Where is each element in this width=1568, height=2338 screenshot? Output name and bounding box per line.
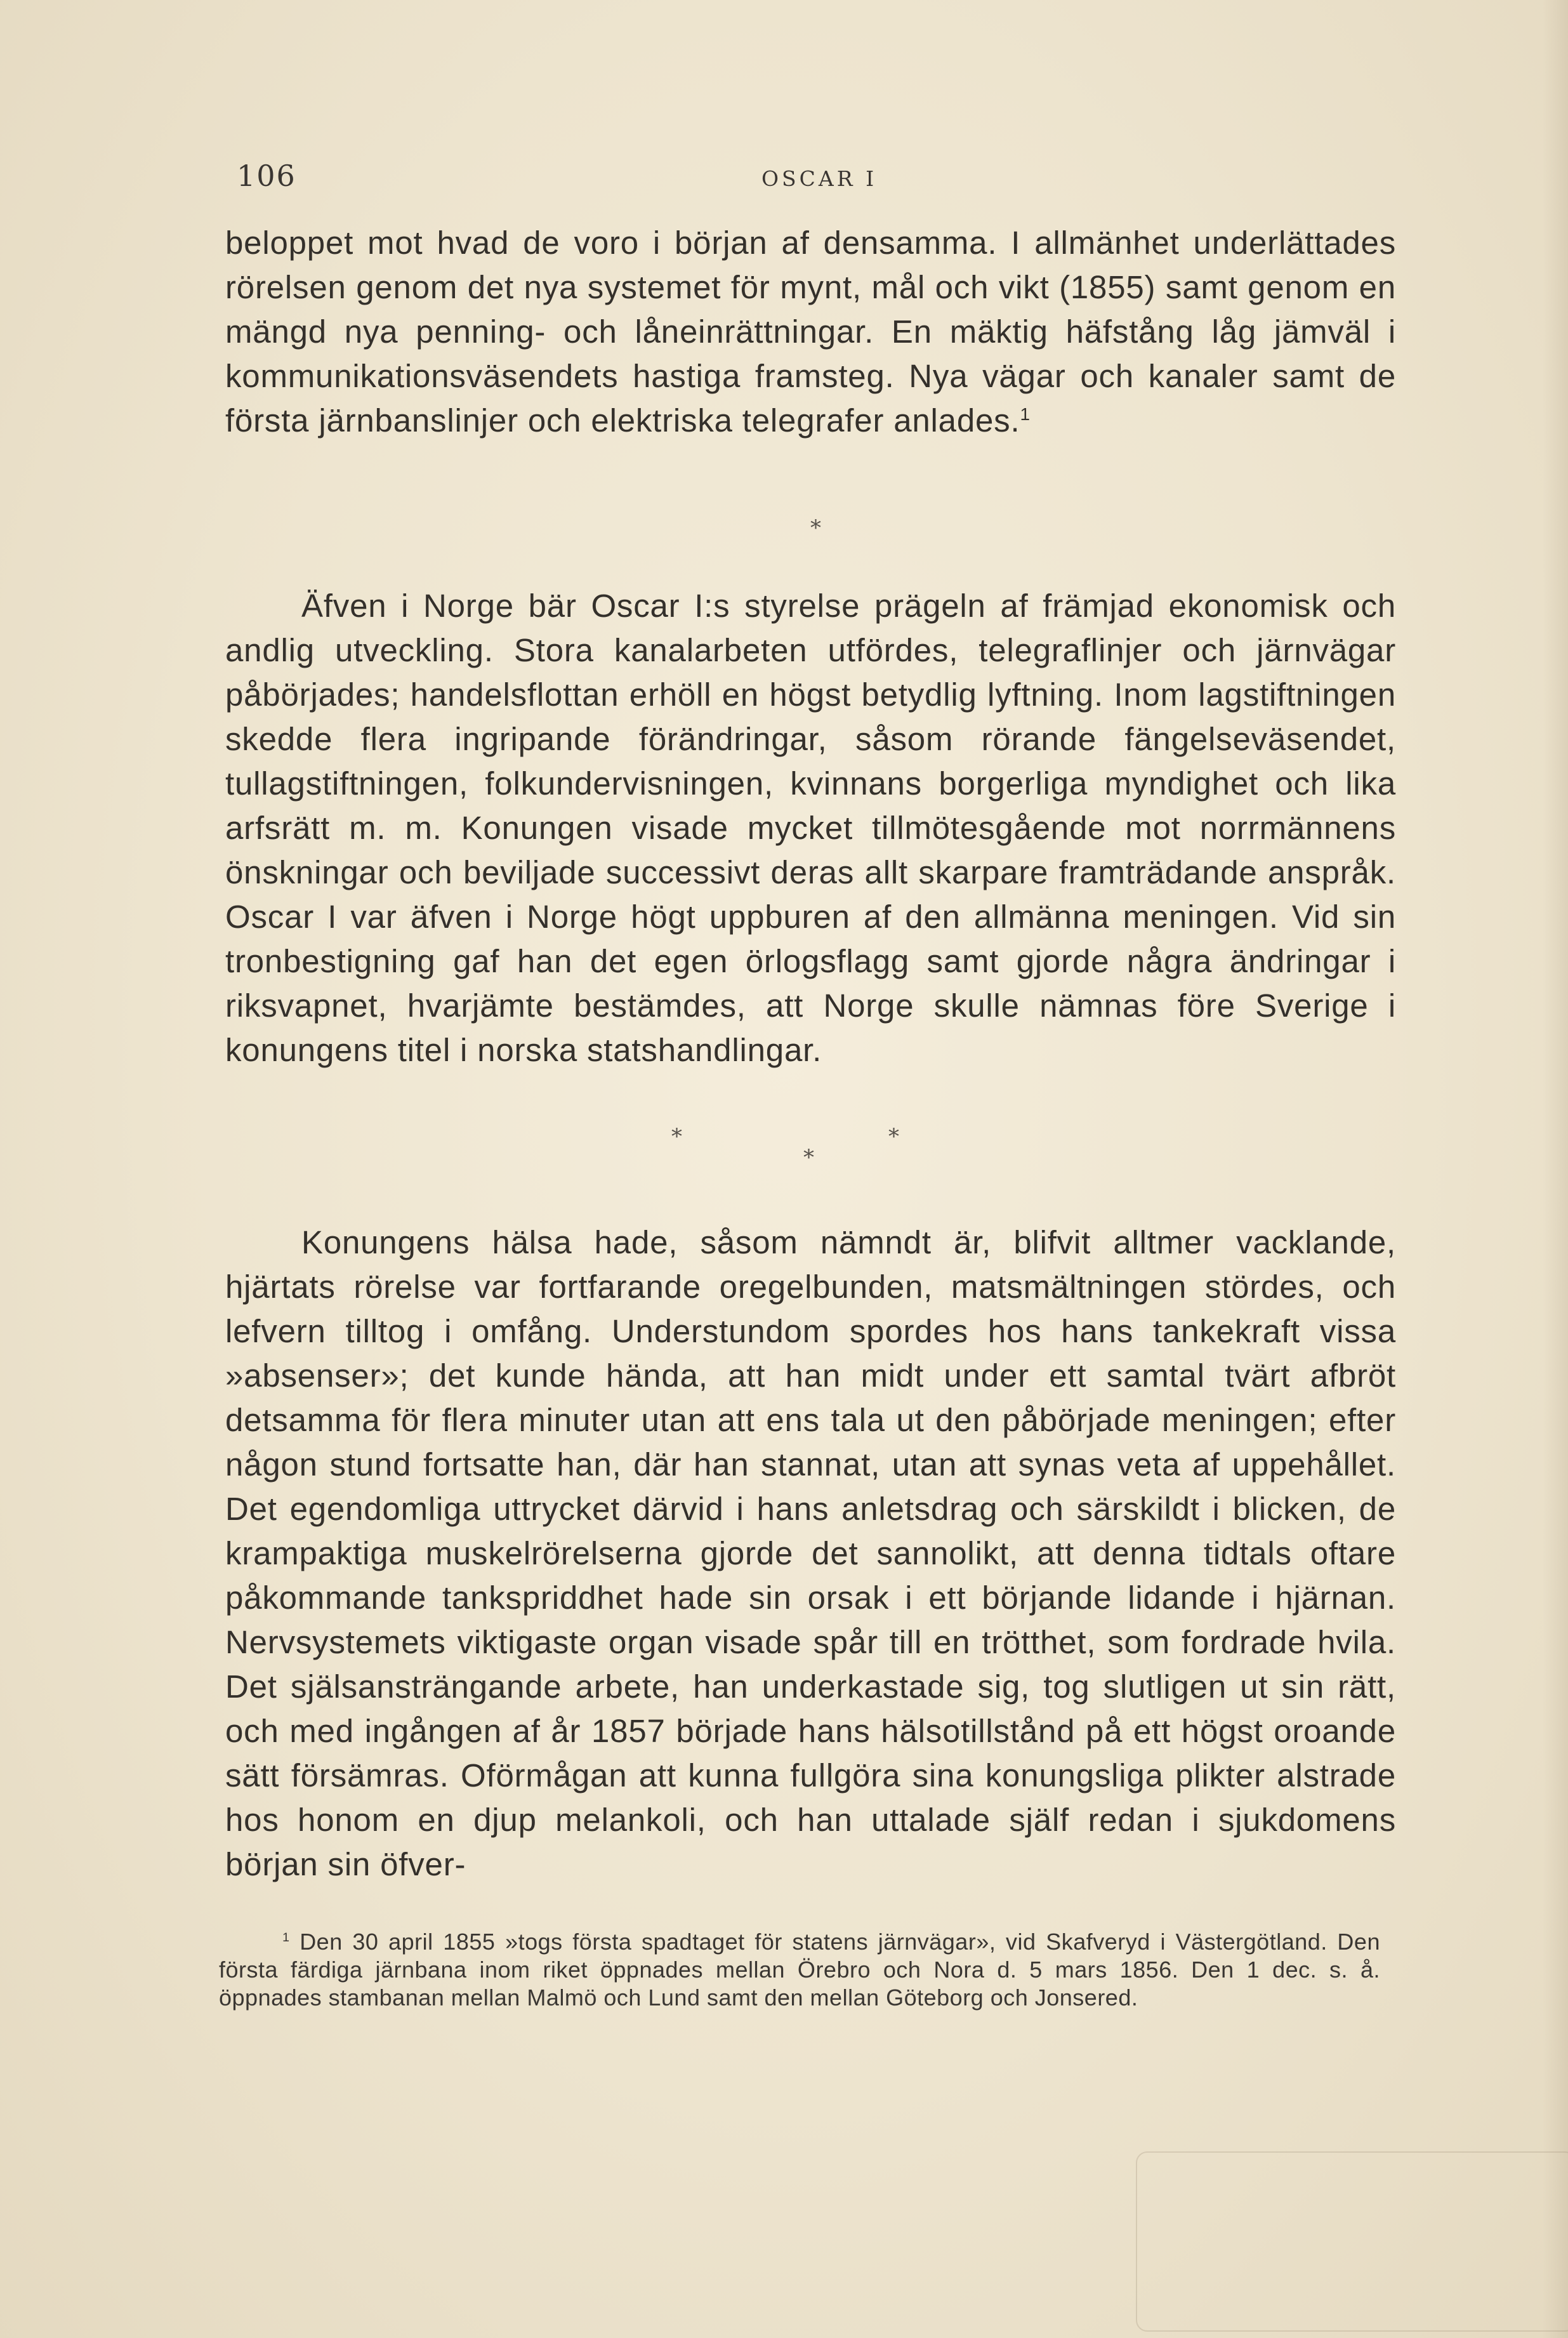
section-break-asterisk: * [810, 515, 821, 541]
page-number: 106 [237, 159, 296, 193]
paragraph-3: Konungens hälsa hade, såsom nämndt är, blifvit alltmer vacklande, hjärtats rörelse var fortfarande oregelbunden, matsmältningen stördes, och lefvern tilltog i omfång. Understundom spordes hos hans tankekraft vissa »absenser»; det kunde hända, att han midt under ett samtal tvärt afbröt detsamma för flera minuter utan att ens tala ut den påbörjade meningen; efter någon stund fortsatte han, där han stannat, utan att synas veta af uppehållet. Det egendomliga uttrycket därvid i hans anletsdrag och särskildt i blicken, de krampaktiga muskelrörelserna gjorde det sannolikt, att denna tidtals oftare påkommande tankspriddhet hade sin orsak i ett börjande lidande i hjärnan. Nervsystemets viktigaste organ visade spår till en trötthet, som fordrade hvila. Det själsansträngande arbete, han underkastade sig, tog slutligen ut sin rätt, och med ingången af år 1857 började hans hälsotillstånd på ett högst oroande sätt försämras. Oförmågan att kunna fullgöra sina konungsliga plikter alstrade hos honom en djup melankoli, och han uttalade själf redan i sjukdomens början sin öfver- [225, 1224, 1396, 1882]
footnote-marker: 1 [282, 1931, 290, 1945]
footnote [219, 1928, 1380, 2012]
footnote-reference: 1 [1020, 404, 1031, 424]
asterism-star-bottom: * [803, 1145, 814, 1170]
asterism-star-left: * [671, 1124, 682, 1149]
page-header [225, 159, 1396, 197]
paragraph-1-text: beloppet mot hvad de voro i början af densamma. I allmänhet underlättades rörelsen genom det nya systemet för mynt, mål och vikt (1855) samt genom en mängd nya penning- och låneinrättningar. En mäktig häfstång låg jämväl i kommunikationsväsendets hastiga framsteg. Nya vägar och kanaler samt de första järnbanslinjer och elektriska telegrafer anlades. [225, 225, 1396, 439]
asterism-star-right: * [888, 1124, 899, 1149]
running-head: OSCAR I [761, 166, 878, 191]
paragraph-2: Äfven i Norge bär Oscar I:s styrelse prägeln af främjad ekonomisk och andlig utveckling. Stora kanalarbeten utfördes, telegraflinjer och järnvägar påbörjades; handelsflottan erhöll en högst betydlig lyftning. Inom lagstiftningen skedde flera ingripande förändringar, såsom rörande fängelseväsendet, tullagstiftningen, folkundervisningen, kvinnans borgerliga myndighet och lika arfsrätt m. m. Konungen visade mycket tillmötesgående mot norrmännens önskningar och beviljade successivt deras allt skarpare framträdande anspråk. Oscar I var äfven i Norge högt uppburen af den allmänna meningen. Vid sin tronbestigning gaf han det egen örlogsflagg samt gjorde några ändringar i riksvapnet, hvarjämte bestämdes, att Norge skulle nämnas före Sverige i konungens titel i norska statshandlingar. [225, 588, 1396, 1068]
footnote-text: Den 30 april 1855 »togs första spadtaget för statens järnvägar», vid Skafveryd i Västergötland. Den första färdiga järnbana inom riket öppnades mellan Örebro och Nora d. 5 mars 1856. Den 1 dec. s. å. öppnades stambanan mellan Malmö och Lund samt den mellan Göteborg och Jonsered. [219, 1929, 1380, 2011]
paragraph-1 [225, 221, 1396, 443]
page-edge-shadow [1543, 0, 1568, 2338]
faint-corner-impression [1136, 2151, 1568, 2332]
